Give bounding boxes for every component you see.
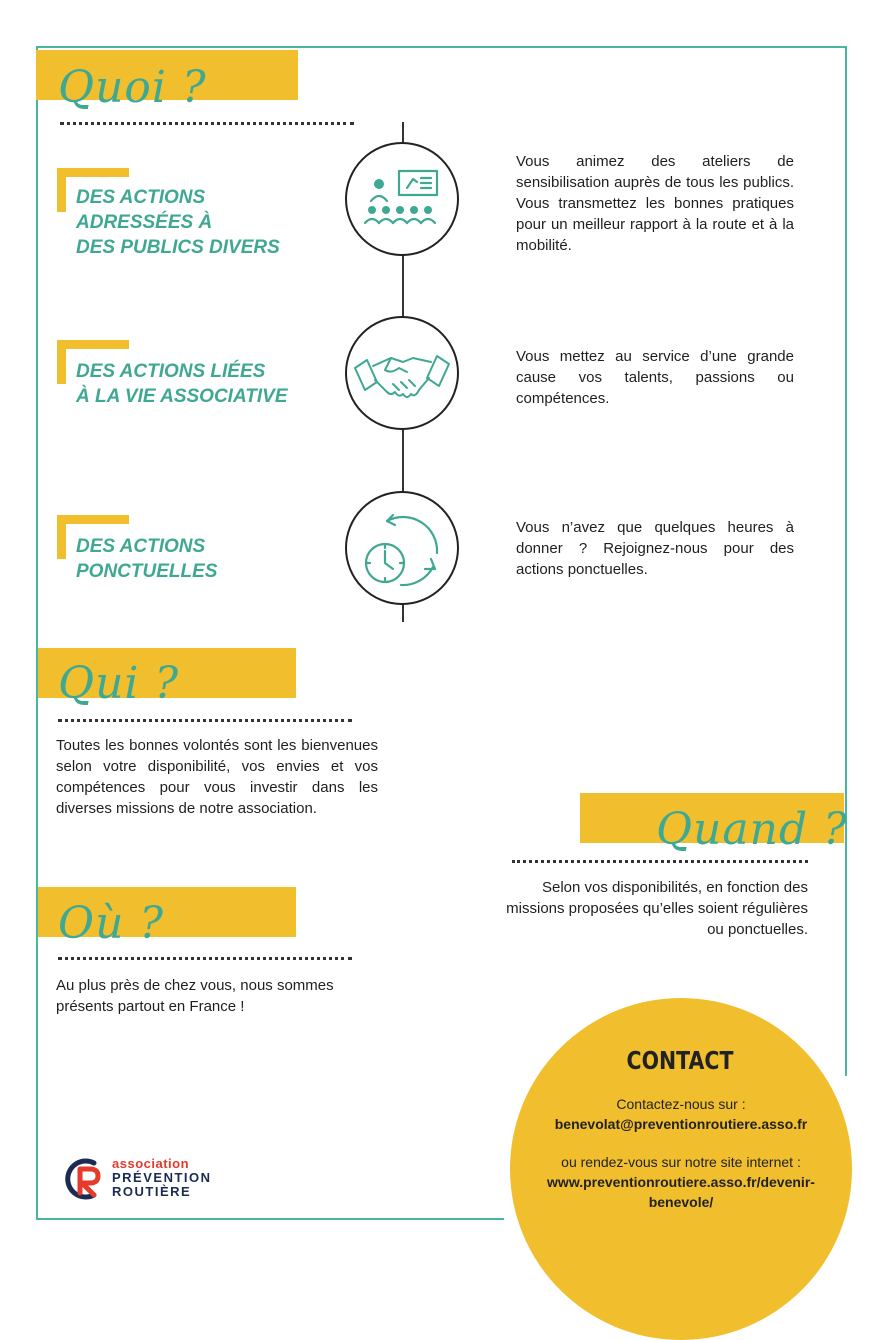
handshake-icon [345,316,459,430]
contact-email-link[interactable]: benevolat@preventionroutiere.asso.fr [554,1116,808,1132]
action-1-description: Vous animez des ateliers de sensibilisation auprès de tous les publics. Vous transmettez les bonnes pratiques pour un meilleur rapport à la route et à la mobilité. [516,153,794,254]
qui-heading: Qui ? [58,658,180,709]
contact-intro: Contactez-nous sur : [616,1096,746,1112]
qui-dotted-divider [58,719,352,722]
quand-text: Selon vos disponibilités, en fonction des missions proposées qu’elles soient régulières ou ponctuelles. [506,879,808,938]
contact-title: CONTACT [626,1046,734,1075]
logo-association-text: association [112,1156,190,1171]
quoi-heading: Quoi ? [58,62,207,113]
action-2-description: Vous mettez au service d’une grande cause vos talents, passions ou compétences. [516,348,794,407]
ou-dotted-divider [58,957,352,960]
action-1-title: DES ACTIONS ADRESSÉES À DES PUBLICS DIVERS [76,187,280,258]
quand-heading: Quand ? [656,804,848,855]
quoi-dotted-divider [60,122,354,125]
action-2-title: DES ACTIONS LIÉES À LA VIE ASSOCIATIVE [76,361,288,407]
action-3-title: DES ACTIONS PONCTUELLES [76,536,218,582]
logo-routiere-text: ROUTIÈRE [112,1184,192,1199]
logo-prevention-text: PRÉVENTION [112,1170,212,1185]
frame-right-border [845,46,847,1076]
clock-icon [345,491,459,605]
contact-site-intro: ou rendez-vous sur notre site internet : [561,1154,801,1170]
quand-dotted-divider [512,860,808,863]
workshop-icon [345,142,459,256]
qui-text: Toutes les bonnes volontés sont les bienvenues selon votre disponibilité, vos envies et vos compétences pour vous investir dans les diverses missions de notre association. [56,737,378,817]
frame-left-border [36,46,38,1220]
ou-heading: Où ? [58,898,164,949]
frame-bottom-border [36,1218,504,1220]
frame-top-border [36,46,847,48]
action-3-description: Vous n’avez que quelques heures à donner ? Rejoignez-nous pour des actions ponctuelles. [516,519,794,578]
prevention-routiere-logo-icon [64,1157,108,1201]
ou-text: Au plus près de chez vous, nous sommes présents partout en France ! [56,977,334,1015]
contact-website-link[interactable]: www.preventionroutiere.asso.fr/devenir- benevole/ [547,1174,815,1210]
